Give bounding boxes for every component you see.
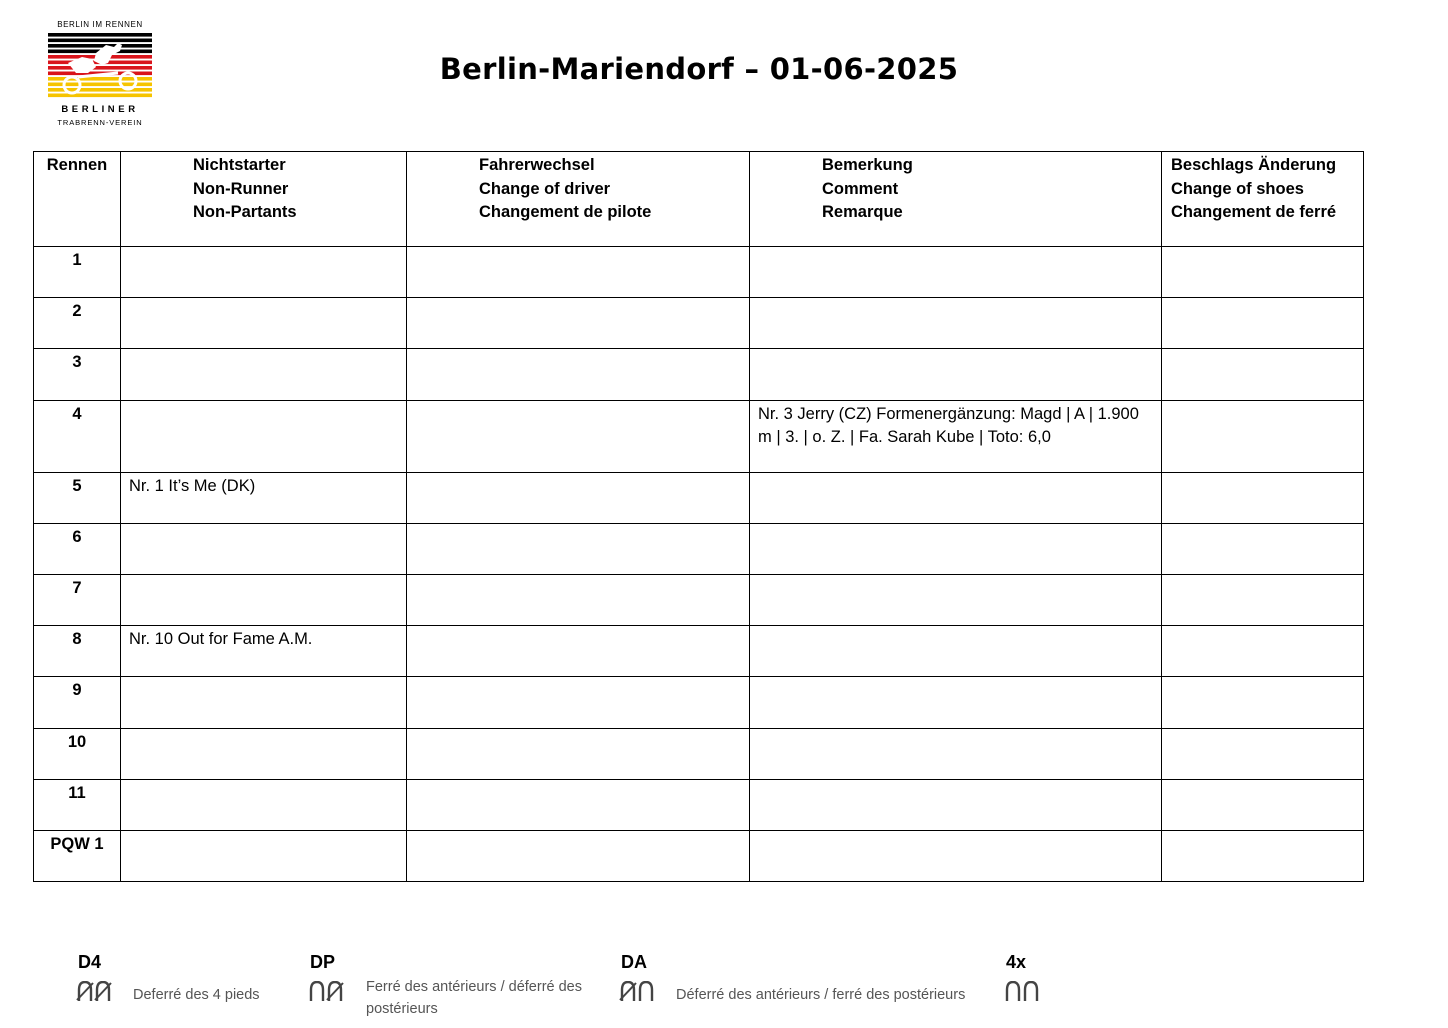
legend-description: Ferré des antérieurs / déferré des postérieurs — [366, 979, 582, 1017]
shoe-change-cell — [1162, 523, 1364, 574]
driver-change-cell — [407, 779, 750, 830]
shoe-change-cell — [1162, 574, 1364, 625]
driver-change-cell — [407, 247, 750, 298]
table-row — [34, 523, 1364, 574]
shod-unshod-shoes-icon — [307, 981, 347, 1003]
table-row — [34, 400, 1364, 472]
race-changes-table — [33, 151, 1364, 882]
shoe-change-cell — [1162, 349, 1364, 400]
legend-code: DA — [621, 952, 647, 972]
race-number: 1 — [34, 247, 121, 298]
comment-cell — [750, 830, 1162, 881]
race-number: PQW 1 — [34, 830, 121, 881]
table-row — [34, 728, 1364, 779]
table-row — [34, 298, 1364, 349]
legend-description: Déferré des antérieurs / ferré des postérieurs — [676, 987, 966, 1003]
race-number: 10 — [34, 728, 121, 779]
nonrunner-cell — [121, 574, 407, 625]
unshod-shod-shoes-icon — [618, 981, 658, 1003]
race-number: 6 — [34, 523, 121, 574]
race-number: 9 — [34, 677, 121, 728]
comment-cell: Nr. 3 Jerry (CZ) Formenergänzung: Magd | A | 1.900 m | 3. | o. Z. | Fa. Sarah Kube | Toto: 6,0 — [750, 400, 1162, 472]
nonrunner-cell: Nr. 10 Out for Fame A.M. — [121, 626, 407, 677]
header-driver-change: Fahrerwechsel Change of driver Changement de pilote — [407, 152, 750, 247]
logo-subtitle: TRABRENN-VEREIN — [57, 118, 143, 127]
driver-change-cell — [407, 349, 750, 400]
nonrunner-cell — [121, 677, 407, 728]
table-row — [34, 574, 1364, 625]
driver-change-cell — [407, 298, 750, 349]
race-number: 3 — [34, 349, 121, 400]
driver-change-cell — [407, 626, 750, 677]
race-number: 4 — [34, 400, 121, 472]
nonrunner-cell — [121, 349, 407, 400]
driver-change-cell — [407, 830, 750, 881]
comment-cell — [750, 247, 1162, 298]
nonrunner-cell — [121, 523, 407, 574]
nonrunner-cell — [121, 830, 407, 881]
comment-cell — [750, 349, 1162, 400]
table-row — [34, 626, 1364, 677]
driver-change-cell — [407, 677, 750, 728]
race-number: 11 — [34, 779, 121, 830]
driver-change-cell — [407, 472, 750, 523]
shoe-change-cell — [1162, 779, 1364, 830]
logo-stripe — [48, 44, 152, 48]
table-row — [34, 677, 1364, 728]
table-row — [34, 349, 1364, 400]
nonrunner-cell — [121, 400, 407, 472]
table-header-row — [34, 152, 1364, 247]
header-comment: Bemerkung Comment Remarque — [750, 152, 1162, 247]
legend-code: D4 — [78, 952, 102, 972]
nonrunner-cell — [121, 298, 407, 349]
logo-stripe — [48, 39, 152, 43]
driver-change-cell — [407, 574, 750, 625]
shoe-change-cell — [1162, 298, 1364, 349]
nonrunner-cell — [121, 247, 407, 298]
comment-cell — [750, 472, 1162, 523]
nonrunner-cell — [121, 728, 407, 779]
shoe-change-cell — [1162, 247, 1364, 298]
driver-change-cell — [407, 728, 750, 779]
table-row — [34, 830, 1364, 881]
shoe-change-cell — [1162, 830, 1364, 881]
table-row — [34, 779, 1364, 830]
comment-cell — [750, 728, 1162, 779]
legend-code: DP — [310, 952, 336, 972]
comment-cell — [750, 523, 1162, 574]
nonrunner-cell: Nr. 1 It’s Me (DK) — [121, 472, 407, 523]
shoe-change-cell — [1162, 626, 1364, 677]
shoe-change-cell — [1162, 728, 1364, 779]
comment-cell — [750, 298, 1162, 349]
shoe-change-cell — [1162, 677, 1364, 728]
shoe-change-cell — [1162, 400, 1364, 472]
comment-cell — [750, 779, 1162, 830]
legend-description: Deferré des 4 pieds — [133, 987, 260, 1003]
comment-cell — [750, 574, 1162, 625]
logo-stripe — [48, 33, 152, 37]
nonrunner-cell — [121, 779, 407, 830]
driver-change-cell — [407, 400, 750, 472]
race-number: 7 — [34, 574, 121, 625]
race-number: 8 — [34, 626, 121, 677]
logo-top-text: BERLIN IM RENNEN — [57, 20, 143, 29]
legend-code: 4x — [1006, 952, 1027, 972]
logo-club-name: BERLINER — [61, 104, 139, 115]
page-title: Berlin-Mariendorf – 01-06-2025 — [439, 52, 959, 86]
comment-cell — [750, 677, 1162, 728]
header-race: Rennen — [34, 152, 121, 247]
header-shoe-change: Beschlags Änderung Change of shoes Changement de ferré — [1162, 152, 1364, 247]
logo-stripe — [48, 94, 152, 98]
header-nonrunner: Nichtstarter Non-Runner Non-Partants — [121, 152, 407, 247]
table-row — [34, 472, 1364, 523]
shoe-change-cell — [1162, 472, 1364, 523]
driver-change-cell — [407, 523, 750, 574]
race-number: 5 — [34, 472, 121, 523]
table-row — [34, 247, 1364, 298]
two-shod-shoes-icon — [1003, 981, 1043, 1003]
two-unshod-shoes-icon — [75, 981, 115, 1003]
comment-cell — [750, 626, 1162, 677]
race-number: 2 — [34, 298, 121, 349]
